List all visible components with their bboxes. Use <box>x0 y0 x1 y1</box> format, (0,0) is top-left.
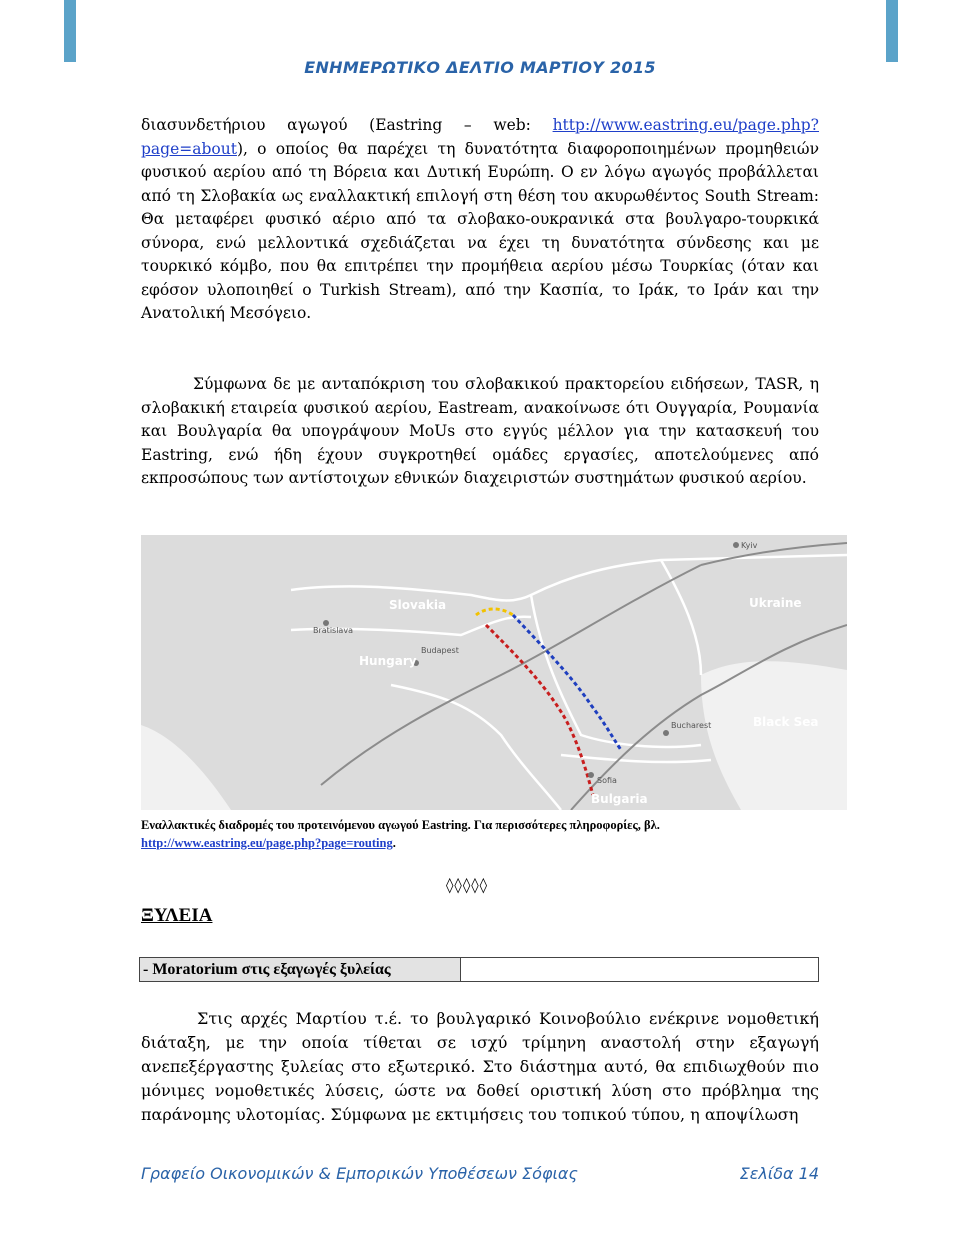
decorative-bar-right <box>886 0 898 62</box>
subsection-title-moratorium: - Moratorium στις εξαγωγές ξυλείας <box>143 961 391 978</box>
city-marker-bucharest <box>663 730 669 736</box>
map-caption-text: Εναλλακτικές διαδρομές του προτεινόμενου αγωγού Eastring. Για περισσότερες πληροφορίες, βλ. <box>141 818 660 832</box>
footer-page-number: Σελίδα 14 <box>739 1164 819 1183</box>
map-label-sofia: Sofia <box>597 776 617 785</box>
eastring-route-map <box>141 535 847 810</box>
body-paragraph-1 <box>141 114 819 326</box>
page-header: ΕΝΗΜΕΡΩΤΙΚΟ ΔΕΛΤΙΟ ΜΑΡΤΙΟΥ 2015 <box>304 58 656 77</box>
paragraph-eastring-intro: διασυνδετήριου αγωγού (Eastring – web: http://www.eastring.eu/page.php?page=about), ο οποίος θα παρέχει τη δυνατότητα διαφοροποιημένων προμηθειών φυσικού αερίου από τη Βόρεια και Δυτική Ευρώπη. Ο εν λόγω αγωγός προβάλλεται από τη Σλοβακία ως εναλλακτική επιλογή στη θέση του ακυρωθέντος South Stream: Θα μεταφέρει φυσικό αέριο από τα σλοβακο-ουκρανικά στα βουλγαρο-τουρκικά σύνορα, ενώ μελλοντικά σχεδιάζεται να έχει τη δυνατότητα σύνδεσης και με τουρκικό κόμβο, που θα επιτρέπει την προμήθεια αερίου μέσω Τουρκίας (όταν και εφόσον υλοποιηθεί ο Turkish Stream), από την Κασπία, το Ιράκ, το Ιράν και την Ανατολική Μεσόγειο. <box>141 116 819 322</box>
paragraph-tasr-report: Σύμφωνα δε με ανταπόκριση του σλοβακικού πρακτορείου ειδήσεων, TASR, η σλοβακική εταιρεία φυσικού αερίου, Eastream, ανακοίνωσε ότι Ουγγαρία, Ρουμανία και Βουλγαρία θα υπογράψουν MoUs στο εγγύς μέλλον για την κατασκευή του Eastring, ενώ ήδη έχουν συγκροτηθεί ομάδες εργασίες, αποτελούμενες από εκπροσώπους των αντίστοιχων εθνικών διαχειριστών συστημάτων φυσικού αερίου. <box>141 375 819 487</box>
map-label-bucharest: Bucharest <box>671 721 712 730</box>
map-caption: Εναλλακτικές διαδρομές του προτεινόμενου αγωγού Eastring. Για περισσότερες πληροφορίες, βλ. http://www.eastring.eu/page.php?page=routing. <box>141 818 660 850</box>
map-svg <box>141 535 847 810</box>
page-footer <box>141 1164 819 1188</box>
body-paragraph-2 <box>141 373 819 491</box>
section-title-timber: ΞΥΛΕΙΑ <box>141 905 213 926</box>
city-marker-kyiv <box>733 542 739 548</box>
map-label-kyiv: Kyiv <box>741 541 758 550</box>
subsection-box <box>139 957 819 982</box>
subsection-box-blank <box>460 958 818 981</box>
decorative-bar-left <box>64 0 76 62</box>
body-paragraph-3 <box>141 1007 819 1127</box>
map-label-bulgaria: Bulgaria <box>591 792 648 806</box>
map-label-ukraine: Ukraine <box>749 596 802 610</box>
city-marker-sofia <box>588 772 594 778</box>
eastring-about-link[interactable]: http://www.eastring.eu/page.php?page=about <box>141 116 819 158</box>
map-label-slovakia: Slovakia <box>389 598 447 612</box>
footer-office-name: Γραφείο Οικονομικών & Εμπορικών Υποθέσεων Σόφιας <box>141 1164 578 1183</box>
paragraph-moratorium: Στις αρχές Μαρτίου τ.έ. το βουλγαρικό Κοινοβούλιο ενέκρινε νομοθετική διάταξη, με την οποία τίθεται σε ισχύ τρίμηνη αναστολή στην εξαγωγή ανεπεξέργαστης ξυλείας στο εξωτερικό. Στο διάστημα αυτό, θα επιδιωχθούν πιο μόνιμες νομοθετικές λύσεις, ώστε να δοθεί οριστική λύση στο πρόβλημα της παράνομης υλοτομίας. Σύμφωνα με εκτιμήσεις του τοπικού τύπου, η αποψίλωση <box>141 1009 819 1124</box>
map-label-hungary: Hungary <box>359 654 417 668</box>
map-label-budapest: Budapest <box>421 646 459 655</box>
map-label-bratislava: Bratislava <box>313 626 353 635</box>
map-label-black-sea: Black Sea <box>753 715 819 729</box>
section-separator: ◊◊◊◊◊ <box>446 876 489 894</box>
eastring-routing-link[interactable]: http://www.eastring.eu/page.php?page=routing <box>141 836 393 850</box>
